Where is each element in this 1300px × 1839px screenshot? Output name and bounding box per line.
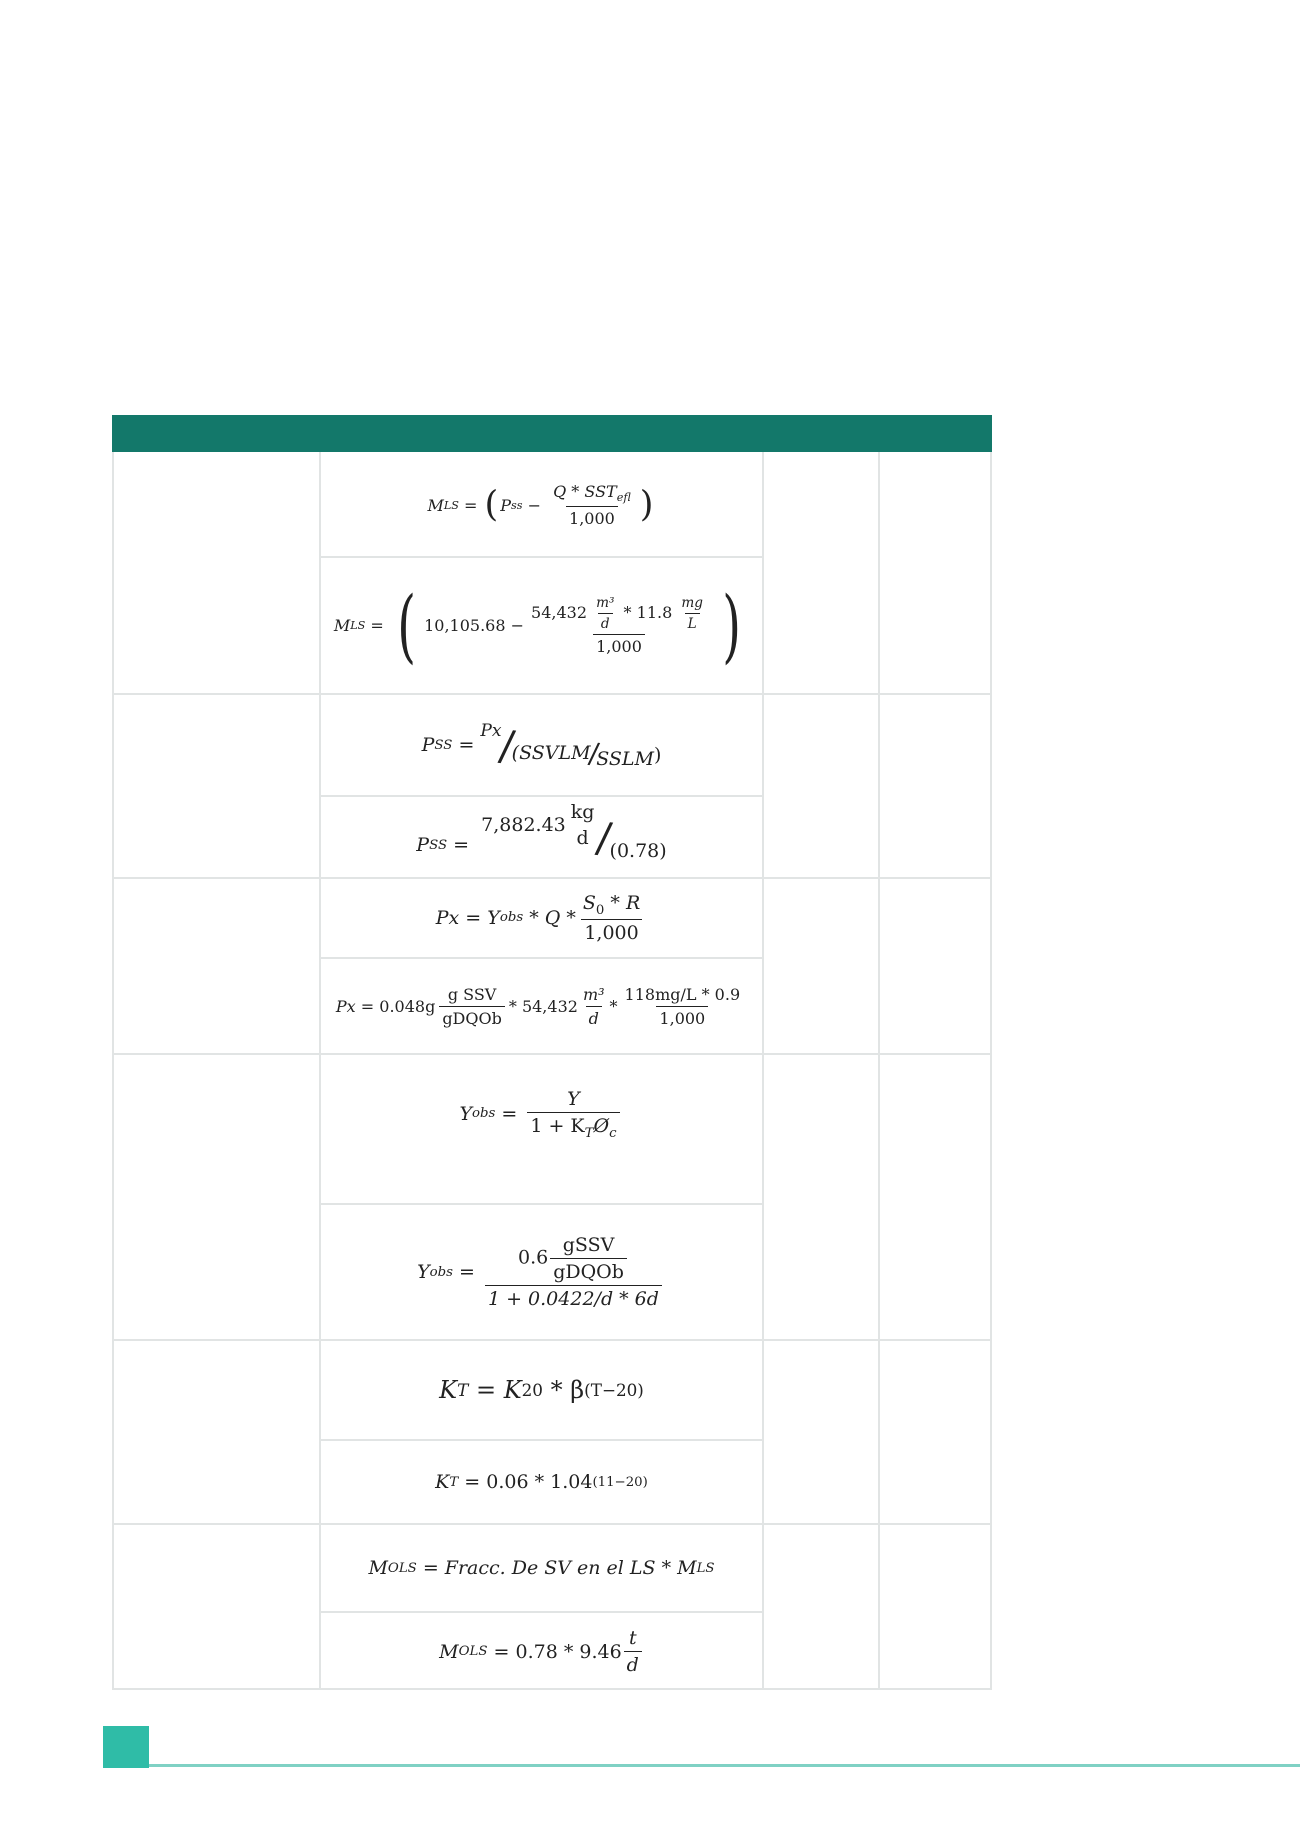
formula-px-general: Px = Y obs * Q * $\frac{S_0 * R}{1,000}$ [435,891,641,945]
formula-pss-values: P $_{SS}$ = 7,882.43 kg d / (0.78) [416,801,667,863]
formula-mols-values: M OLS = 0.78 * 9.46 $\frac{t}{d}$ [321,1613,762,1690]
formula-kt-general: K T = K 20 * β (T−20) [439,1376,644,1404]
column-divider [878,452,880,1690]
formula-mls-general: M LS = ( P ss − $\frac{Q * SST_{efl}}{1,000}$ ) [427,481,654,529]
formula-kt-values: K T = 0.06 * 1.04 (11−20) [435,1471,648,1493]
footer-rule [103,1764,1300,1767]
formula-yobs-values: Y obs = 0.6 $\frac{\text{gSSV}}{\text{gDQOb}}$ 1 + 0.0422/d * 6d [321,1205,762,1339]
formula-mols-general: M OLS = Fracc. De SV en el LS * M LS [368,1557,715,1579]
formula-mls-values: M LS = ( 10,105.68 − 54,432 $\frac{\text{m³}}{d}$ * 11.8 $\frac{mg}{L}$ 1,000 ) [333,578,741,672]
formula-pss-general: P SS = Px / (SSVLM / SSLM ) [421,719,662,771]
formula-yobs-general: Y obs = $\frac{Y}{1 + K_TØ_c}$ [321,1055,762,1203]
page-number-box [103,1726,149,1768]
table-header-bar [112,415,992,452]
column-divider [762,452,764,1690]
formula-px-values: Px = 0.048g $\frac{\text{g SSV}}{\text{gDQOb}}$ * 54,432 $\frac{\text{m³}}{d}$ * $\frac{118mg/L * 0.9}{1,000}$ [335,984,741,1028]
